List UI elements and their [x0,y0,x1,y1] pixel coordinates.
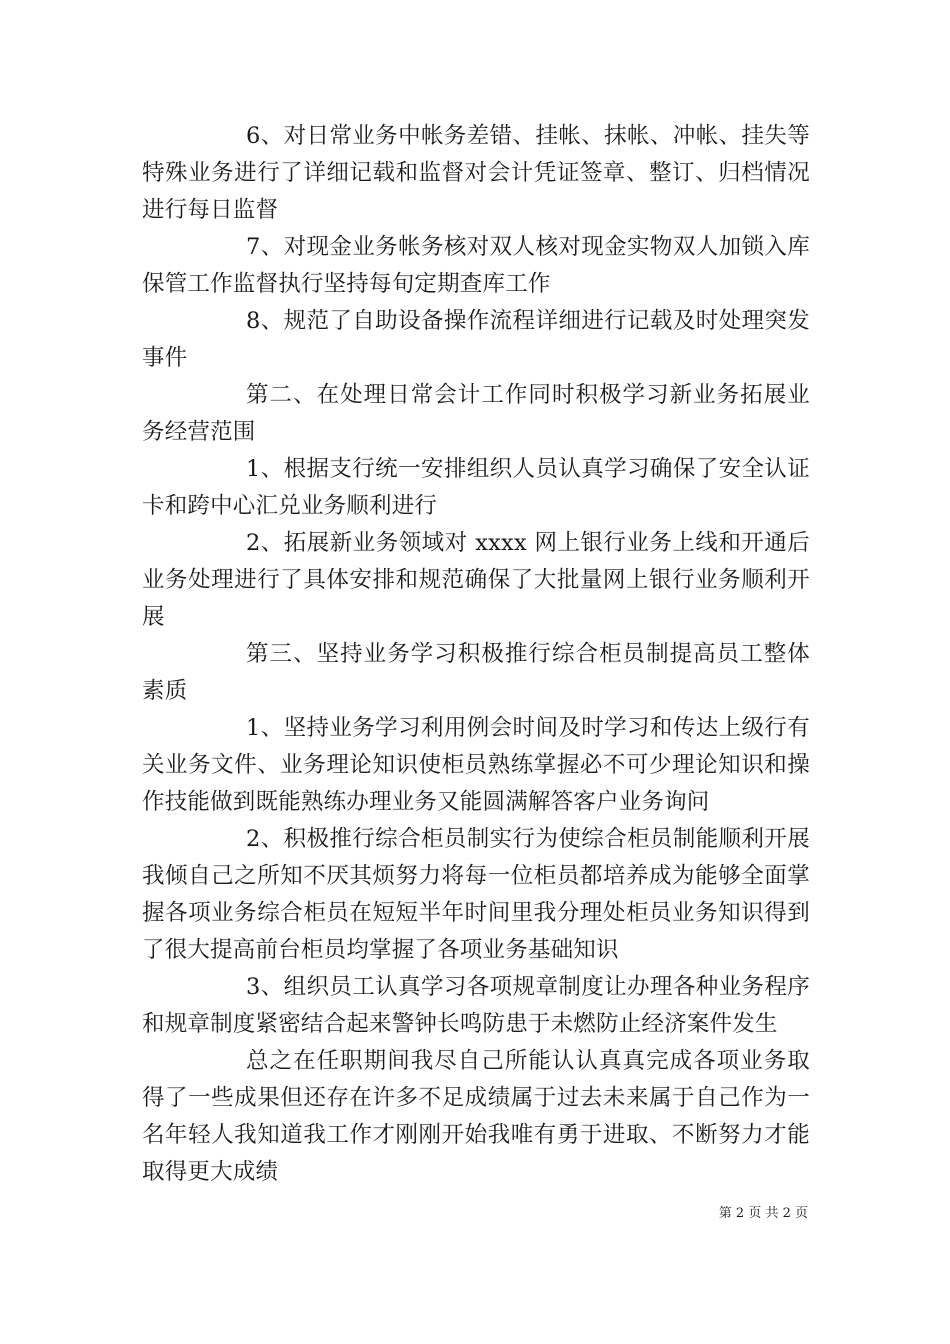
section-heading-second: 第二、在处理日常会计工作同时积极学习新业务拓展业务经营范围 [142,382,810,445]
paragraph-item-6: 6、对日常业务中帐务差错、挂帐、抹帐、冲帐、挂失等特殊业务进行了详细记载和监督对会计凭证签章、整订、归档情况进行每日监督 [142,123,810,223]
paragraph-summary: 总之在任职期间我尽自己所能认认真真完成各项业务取得了一些成果但还存在许多不足成绩属于过去未来属于自己作为一名年轻人我知道我工作才刚刚开始我唯有勇于进取、不断努力才能取得更大成绩 [142,1048,810,1185]
section-heading-third: 第三、坚持业务学习积极推行综合柜员制提高员工整体素质 [142,641,810,704]
paragraph-item-second-2: 2、拓展新业务领域对 xxxx 网上银行业务上线和开通后业务处理进行了具体安排和规范确保了大批量网上银行业务顺利开展 [142,530,810,630]
document-body [142,118,810,1191]
paragraph-item-8: 8、规范了自助设备操作流程详细进行记载及时处理突发事件 [142,308,810,371]
paragraph-item-third-1: 1、坚持业务学习利用例会时间及时学习和传达上级行有关业务文件、业务理论知识使柜员熟练掌握必不可少理论知识和操作技能做到既能熟练办理业务又能圆满解答客户业务询问 [142,715,810,815]
paragraph-item-second-1: 1、根据支行统一安排组织人员认真学习确保了安全认证卡和跨中心汇兑业务顺利进行 [142,456,810,519]
paragraph-item-7: 7、对现金业务帐务核对双人核对现金实物双人加锁入库保管工作监督执行坚持每旬定期查库工作 [142,234,810,297]
page-number-footer: 第 2 页 共 2 页 [718,1206,808,1221]
paragraph-item-third-2: 2、积极推行综合柜员制实行为使综合柜员制能顺利开展我倾自己之所知不厌其烦努力将每一位柜员都培养成为能够全面掌握各项业务综合柜员在短短半年时间里我分理处柜员业务知识得到了很大提高前台柜员均掌握了各项业务基础知识 [142,826,810,963]
paragraph-item-third-3: 3、组织员工认真学习各项规章制度让办理各种业务程序和规章制度紧密结合起来警钟长鸣防患于未燃防止经济案件发生 [142,974,810,1037]
